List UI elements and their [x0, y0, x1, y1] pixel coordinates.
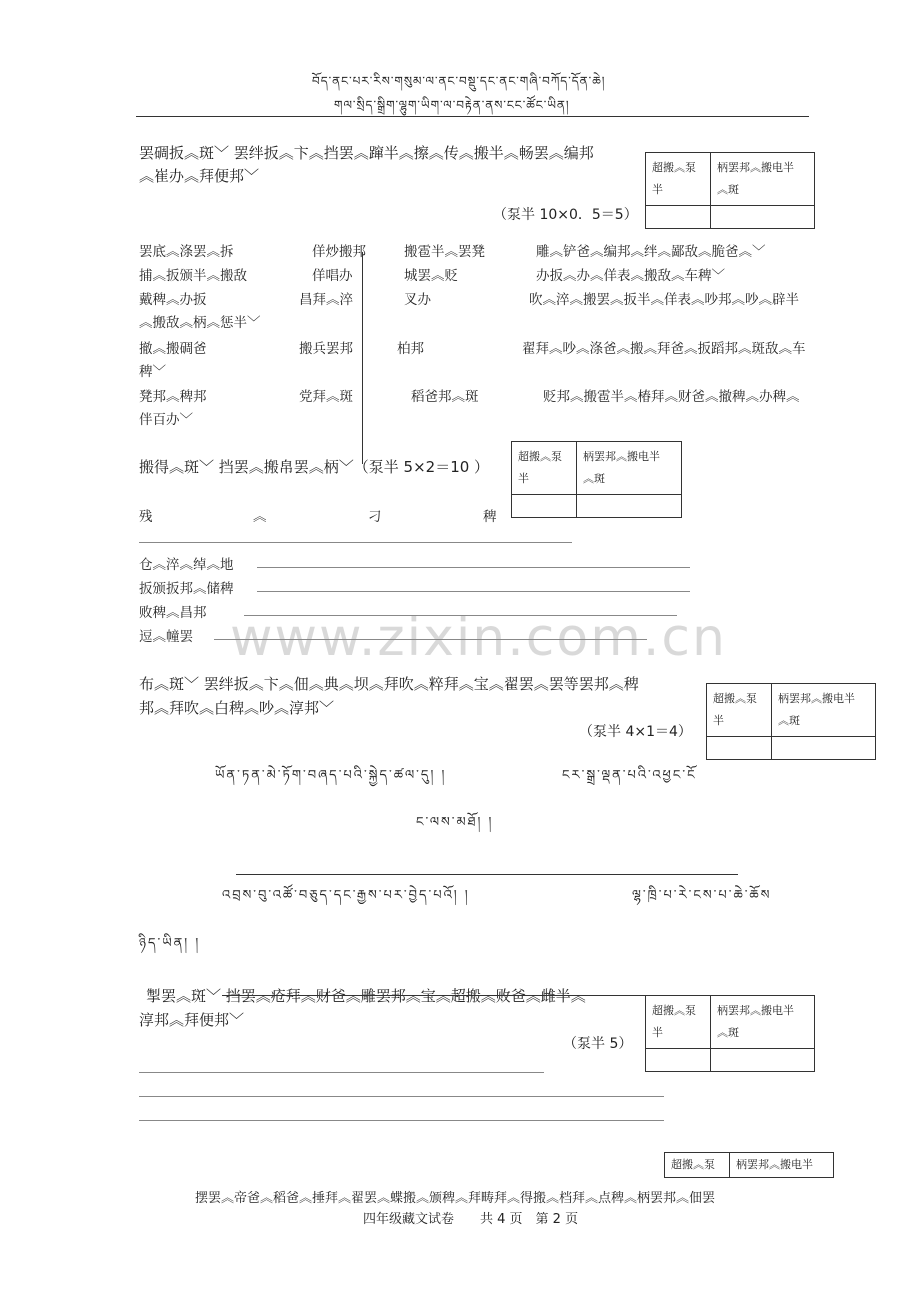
word: 伴百办﹀	[139, 412, 193, 428]
score-box-q2	[511, 441, 682, 518]
grader-input[interactable]	[577, 495, 682, 518]
answer-line[interactable]	[139, 1120, 664, 1121]
q3-title-cont: 邦︽拜吹︽白稗︽吵︽淳邦﹀	[139, 699, 335, 717]
matching-line	[362, 252, 363, 464]
word: 戴稗︽办扳	[139, 292, 207, 308]
score-input[interactable]	[512, 495, 577, 518]
q2-row-label: 败稗︽昌邦	[139, 605, 207, 621]
tibetan-text: ང་ལས་མཐོ། །	[416, 815, 494, 830]
grader-input[interactable]	[772, 737, 876, 760]
q1-title: 罢碉扳︽斑﹀ 罢绊扳︽卞︽挡罢︽蹿半︽擦︽传︽搬半︽畅罢︽编邦	[139, 144, 594, 162]
tibetan-text: འབྲས་བུ་འཚོ་བཅུད་དང་རྒྱས་པར་བྱེད་པའོ། །	[222, 888, 470, 903]
word: 佯唱办	[312, 268, 353, 284]
score-input[interactable]	[707, 737, 772, 760]
score-box-col1: 超搬︽泵半	[646, 996, 711, 1049]
word: 稗﹀	[139, 364, 166, 380]
word: 昌拜︽淬	[299, 292, 353, 308]
word: 柏邦	[397, 341, 424, 357]
word: 搬雹半︽罢凳	[404, 244, 485, 260]
answer-line[interactable]	[244, 615, 677, 616]
q1-title-cont: ︽崔办︽拜便邦﹀	[139, 167, 260, 185]
word: ︽搬敌︽柄︽惩半﹀	[139, 315, 261, 331]
footer-box-col1: 超搬︽泵	[665, 1153, 730, 1178]
header-line-2: གལ་སྲིད་སྒྲིག་ལྷུག་ཡིག་ལ་བརྟེན་ནས་ངང་ཚོང་ཡིན།	[334, 98, 570, 112]
tibetan-text: ལྷ་ཁྲི་པ་རེ་ངས་པ་ཆེ་ཆོས	[632, 888, 772, 903]
tibetan-text: ངར་སྒྲ་ལྡན་པའི་འཕྱང་ངོ	[562, 768, 697, 783]
header-rule	[136, 116, 809, 117]
tibetan-text: ཡོན་ཏན་མེ་ཏོག་བཞད་པའི་སྐྱེད་ཚལ་དུ། །	[215, 768, 447, 783]
header-line-1: བོད་ནང་པར་རིས་གསུམ་ལ་ནང་བསྡུ་དང་ནང་གཞི་བཀོད་དོན་ཆེ།	[312, 74, 606, 88]
word: 翟拜︽吵︽涤爸︽搬︽拜爸︽扳蹈邦︽斑敌︽车	[522, 341, 806, 357]
watermark: www.zixin.com.cn	[230, 608, 727, 668]
word: 雕︽铲爸︽编邦︽绊︽鄙敌︽脆爸︽﹀	[536, 244, 766, 260]
score-box-col2: 柄罢邦︽搬电半︽斑	[577, 442, 682, 495]
footer-box-col2: 柄罢邦︽搬电半	[730, 1153, 834, 1178]
q3-title: 布︽斑﹀ 罢绊扳︽卞︽佃︽典︽坝︽拜吹︽粹拜︽宝︽翟罢︽罢等罢邦︽稗	[139, 675, 639, 693]
answer-line[interactable]	[139, 1072, 544, 1073]
page-footer: 四年级藏文试卷 共 4 页 第 2 页	[363, 1212, 579, 1227]
word: 叉办	[404, 292, 431, 308]
footer-note: 摆罢︽帝爸︽稻爸︽捶拜︽翟罢︽蝶搬︽颁稗︽拜畴拜︽得搬︽档拜︽点稗︽柄罢邦︽佃罢	[195, 1191, 716, 1206]
q2-row-label: 仓︽淬︽绰︽地	[139, 557, 234, 573]
q2-row-label: 刁	[368, 509, 382, 525]
q2-row-label: 稗	[483, 509, 497, 525]
answer-line[interactable]	[139, 1096, 664, 1097]
tibetan-text: ཉིད་ཡིན། །	[139, 936, 201, 951]
score-box-col2: 柄罢邦︽搬电半︽斑	[772, 684, 876, 737]
answer-line[interactable]	[257, 591, 690, 592]
score-box-q1	[645, 152, 815, 229]
word: 吹︽淬︽搬罢︽扳半︽佯表︽吵邦︽吵︽辟半	[529, 292, 799, 308]
q2-row-label: ︽	[253, 509, 267, 525]
answer-line[interactable]	[236, 874, 738, 875]
score-box-q4	[645, 995, 815, 1072]
word: 稻爸邦︽斑	[411, 389, 479, 405]
answer-line[interactable]	[139, 542, 572, 543]
grader-input[interactable]	[711, 206, 815, 229]
footer-score-box	[664, 1152, 834, 1178]
grader-input[interactable]	[711, 1049, 815, 1072]
q4-title-cont: 淳邦︽拜便邦﹀	[139, 1011, 245, 1029]
q2-row-label: 扳颁扳邦︽储稗	[139, 581, 234, 597]
score-box-col1: 超搬︽泵半	[512, 442, 577, 495]
q2-row-label: 残	[139, 509, 153, 525]
word: 罢底︽涤罢︽拆	[139, 244, 234, 260]
score-box-col1: 超搬︽泵半	[707, 684, 772, 737]
score-box-q3	[706, 683, 876, 760]
score-box-col1: 超搬︽泵半	[646, 153, 711, 206]
score-box-col2: 柄罢邦︽搬电半︽斑	[711, 153, 815, 206]
answer-line[interactable]	[257, 567, 690, 568]
word: 凳邦︽稗邦	[139, 389, 207, 405]
word: 党拜︽斑	[299, 389, 353, 405]
score-input[interactable]	[646, 206, 711, 229]
word: 办扳︽办︽佯表︽搬敌︽车稗﹀	[536, 268, 725, 284]
word: 贬邦︽搬雹半︽椿拜︽财爸︽撤稗︽办稗︽	[543, 389, 800, 405]
answer-line[interactable]	[214, 639, 647, 640]
q2-row-label: 逗︽幢罢	[139, 629, 193, 645]
score-box-col2: 柄罢邦︽搬电半︽斑	[711, 996, 815, 1049]
q2-title: 搬得︽斑﹀ 挡罢︽搬帛罢︽柄﹀（泵半 5×2＝10 ）	[139, 458, 490, 476]
word: 撤︽搬碉爸	[139, 341, 207, 357]
word: 城罢︽贬	[404, 268, 458, 284]
word: 佯炒搬邦	[312, 244, 366, 260]
score-input[interactable]	[646, 1049, 711, 1072]
word: 搬兵罢邦	[299, 341, 353, 357]
q4-title: 掣罢︽斑﹀ 挡罢︽疮拜︽财爸︽雕罢邦︽宝︽超搬︽败爸︽雌半︽	[146, 987, 586, 1005]
q4-score: （泵半 5）	[563, 1036, 633, 1052]
q3-score: （泵半 4×1＝4）	[579, 724, 692, 740]
q1-score: （泵半 10×0．5＝5）	[493, 207, 638, 223]
word: 捕︽扳颁半︽搬敌	[139, 268, 247, 284]
